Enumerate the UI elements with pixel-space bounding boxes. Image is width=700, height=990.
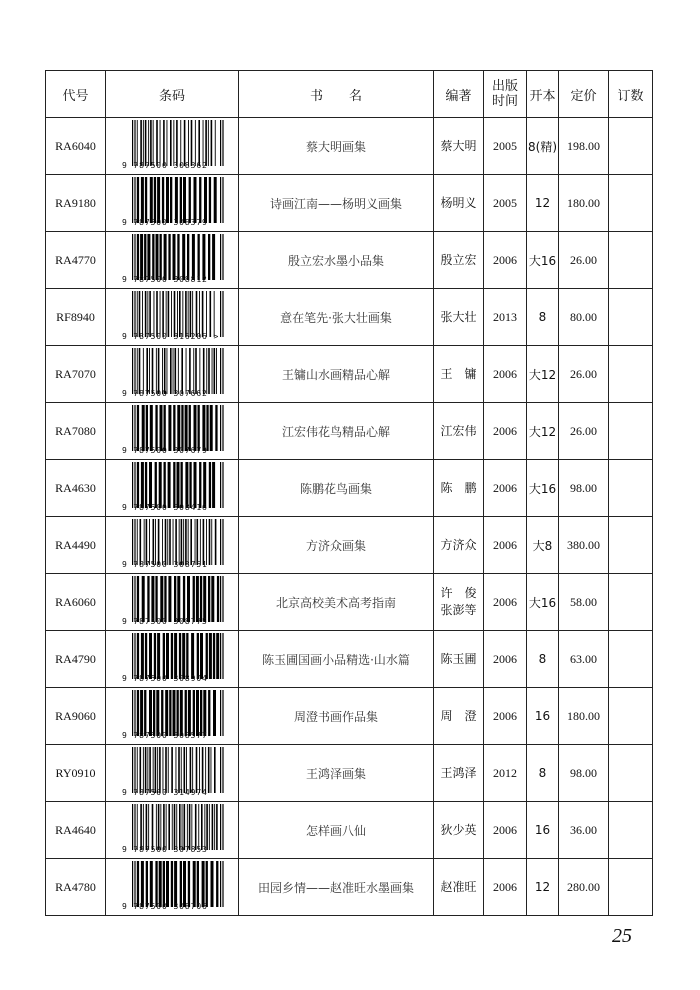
book-title: 陈鹏花鸟画集 <box>239 460 434 517</box>
book-format: 大12 <box>527 403 559 460</box>
book-price: 280.00 <box>559 859 609 916</box>
barcode-number: 9 787500 308379 <box>122 218 208 227</box>
table-row <box>46 403 653 460</box>
product-code: RA4770 <box>46 232 106 289</box>
book-title: 怎样画八仙 <box>239 802 434 859</box>
table-row <box>46 517 653 574</box>
table-row <box>46 688 653 745</box>
product-code: RY0910 <box>46 745 106 802</box>
publish-year: 2005 <box>484 175 527 232</box>
book-title: 意在笔先·张大壮画集 <box>239 289 434 346</box>
barcode-bars <box>132 519 224 565</box>
book-title: 殷立宏水墨小品集 <box>239 232 434 289</box>
book-title: 王镛山水画精品心解 <box>239 346 434 403</box>
header-title: 书 名 <box>239 71 434 118</box>
book-price: 63.00 <box>559 631 609 688</box>
order-quantity <box>609 802 653 859</box>
book-price: 26.00 <box>559 232 609 289</box>
order-quantity <box>609 460 653 517</box>
book-price: 26.00 <box>559 346 609 403</box>
book-format: 12 <box>527 859 559 916</box>
book-price: 80.00 <box>559 289 609 346</box>
barcode-number: 9 787500 316206 > <box>122 332 220 341</box>
publish-year: 2013 <box>484 289 527 346</box>
book-format: 大16 <box>527 574 559 631</box>
header-author: 编著 <box>434 71 484 118</box>
barcode-number: 9 787500 308812 <box>122 275 208 284</box>
publish-year: 2005 <box>484 118 527 175</box>
barcode-number: 9 787500 308362 <box>122 161 208 170</box>
book-title: 北京高校美术高考指南 <box>239 574 434 631</box>
table-header-row <box>46 71 653 118</box>
table-row <box>46 631 653 688</box>
barcode-image <box>122 861 222 911</box>
book-format: 8(精) <box>527 118 559 175</box>
publish-year: 2012 <box>484 745 527 802</box>
barcode-number: 9 787500 307662 <box>122 389 208 398</box>
header-order: 订数 <box>609 71 653 118</box>
book-price: 380.00 <box>559 517 609 574</box>
book-format: 16 <box>527 688 559 745</box>
barcode-number: 9 787500 307679 <box>122 446 208 455</box>
book-author: 蔡大明 <box>434 118 484 175</box>
book-author: 赵准旺 <box>434 859 484 916</box>
barcode-bars <box>132 120 224 166</box>
book-author: 周 澄 <box>434 688 484 745</box>
barcode-image <box>122 120 222 170</box>
order-quantity <box>609 631 653 688</box>
barcode-cell <box>106 802 239 859</box>
table-row <box>46 745 653 802</box>
publish-year: 2006 <box>484 802 527 859</box>
book-title: 江宏伟花鸟精品心解 <box>239 403 434 460</box>
product-code: RA4640 <box>46 802 106 859</box>
barcode-image <box>122 804 222 854</box>
book-title: 王鸿泽画集 <box>239 745 434 802</box>
barcode-image <box>122 348 222 398</box>
order-quantity <box>609 403 653 460</box>
barcode-number: 9 787500 308775 <box>122 617 208 626</box>
barcode-image <box>122 462 222 512</box>
order-quantity <box>609 289 653 346</box>
barcode-image <box>122 519 222 569</box>
barcode-bars <box>132 234 224 280</box>
header-publish-time <box>484 71 527 118</box>
book-title: 田园乡情——赵准旺水墨画集 <box>239 859 434 916</box>
barcode-number: 9 787500 308751 <box>122 560 208 569</box>
barcode-image <box>122 291 222 341</box>
barcode-bars <box>132 576 224 622</box>
barcode-number: 9 787500 308706 <box>122 902 208 911</box>
book-author: 陈 鹏 <box>434 460 484 517</box>
barcode-bars <box>132 177 224 223</box>
book-format: 大16 <box>527 232 559 289</box>
book-catalog-table <box>45 70 653 916</box>
product-code: RA7080 <box>46 403 106 460</box>
table-row <box>46 289 653 346</box>
header-barcode: 条码 <box>106 71 239 118</box>
order-quantity <box>609 688 653 745</box>
book-author: 方济众 <box>434 517 484 574</box>
table-row <box>46 232 653 289</box>
order-quantity <box>609 517 653 574</box>
product-code: RA6060 <box>46 574 106 631</box>
book-price: 36.00 <box>559 802 609 859</box>
book-author: 殷立宏 <box>434 232 484 289</box>
book-format: 大16 <box>527 460 559 517</box>
book-price: 98.00 <box>559 460 609 517</box>
book-title: 方济众画集 <box>239 517 434 574</box>
product-code: RA9060 <box>46 688 106 745</box>
book-author: 王鸿泽 <box>434 745 484 802</box>
barcode-number: 9 787500 308416 <box>122 503 208 512</box>
book-price: 26.00 <box>559 403 609 460</box>
book-format: 8 <box>527 631 559 688</box>
order-quantity <box>609 574 653 631</box>
book-format: 8 <box>527 289 559 346</box>
product-code: RA4780 <box>46 859 106 916</box>
book-format: 大8 <box>527 517 559 574</box>
barcode-cell <box>106 688 239 745</box>
table-row <box>46 175 653 232</box>
book-format: 大12 <box>527 346 559 403</box>
barcode-bars <box>132 348 224 394</box>
book-author: 陈玉圃 <box>434 631 484 688</box>
product-code: RA4490 <box>46 517 106 574</box>
barcode-number: 9 787500 308577 <box>122 731 208 740</box>
table-row <box>46 802 653 859</box>
order-quantity <box>609 175 653 232</box>
barcode-bars <box>132 861 224 907</box>
barcode-number: 9 787500 307853 <box>122 845 208 854</box>
barcode-cell <box>106 118 239 175</box>
publish-year: 2006 <box>484 688 527 745</box>
barcode-image <box>122 234 222 284</box>
product-code: RA9180 <box>46 175 106 232</box>
publish-year: 2006 <box>484 232 527 289</box>
header-format: 开本 <box>527 71 559 118</box>
barcode-cell <box>106 346 239 403</box>
order-quantity <box>609 745 653 802</box>
barcode-image <box>122 690 222 740</box>
barcode-cell <box>106 745 239 802</box>
publish-year: 2006 <box>484 859 527 916</box>
barcode-cell <box>106 289 239 346</box>
book-title: 诗画江南——杨明义画集 <box>239 175 434 232</box>
barcode-image <box>122 405 222 455</box>
book-format: 16 <box>527 802 559 859</box>
book-price: 180.00 <box>559 688 609 745</box>
barcode-cell <box>106 460 239 517</box>
barcode-cell <box>106 574 239 631</box>
book-price: 198.00 <box>559 118 609 175</box>
barcode-image <box>122 633 222 683</box>
table-row <box>46 118 653 175</box>
barcode-cell <box>106 232 239 289</box>
order-quantity <box>609 859 653 916</box>
product-code: RA4790 <box>46 631 106 688</box>
header-price: 定价 <box>559 71 609 118</box>
order-quantity <box>609 232 653 289</box>
order-quantity <box>609 346 653 403</box>
book-title: 蔡大明画集 <box>239 118 434 175</box>
book-format: 12 <box>527 175 559 232</box>
publish-year: 2006 <box>484 403 527 460</box>
barcode-image <box>122 576 222 626</box>
barcode-cell <box>106 631 239 688</box>
book-author: 张大壮 <box>434 289 484 346</box>
header-code: 代号 <box>46 71 106 118</box>
barcode-cell <box>106 175 239 232</box>
book-price: 98.00 <box>559 745 609 802</box>
barcode-number: 9 787500 308904 <box>122 674 208 683</box>
header-publish-time-text: 出版时间 <box>491 79 518 109</box>
table-row <box>46 574 653 631</box>
table-row <box>46 460 653 517</box>
barcode-bars <box>132 804 224 850</box>
publish-year: 2006 <box>484 574 527 631</box>
barcode-bars <box>132 690 224 736</box>
order-quantity <box>609 118 653 175</box>
barcode-bars <box>132 747 224 793</box>
barcode-bars <box>132 291 224 337</box>
page-number: 25 <box>612 925 632 947</box>
book-title: 周澄书画作品集 <box>239 688 434 745</box>
book-author: 狄少英 <box>434 802 484 859</box>
barcode-bars <box>132 462 224 508</box>
barcode-cell <box>106 859 239 916</box>
product-code: RA6040 <box>46 118 106 175</box>
book-author: 许 俊 张澎等 <box>434 574 484 631</box>
book-author: 杨明义 <box>434 175 484 232</box>
book-author: 江宏伟 <box>434 403 484 460</box>
publish-year: 2006 <box>484 460 527 517</box>
product-code: RF8940 <box>46 289 106 346</box>
book-author: 王 镛 <box>434 346 484 403</box>
table-row <box>46 346 653 403</box>
barcode-number: 9 787500 314974 <box>122 788 208 797</box>
barcode-image <box>122 177 222 227</box>
book-format: 8 <box>527 745 559 802</box>
barcode-cell <box>106 403 239 460</box>
publish-year: 2006 <box>484 631 527 688</box>
barcode-image <box>122 747 222 797</box>
publish-year: 2006 <box>484 517 527 574</box>
table-row <box>46 859 653 916</box>
product-code: RA4630 <box>46 460 106 517</box>
barcode-cell <box>106 517 239 574</box>
barcode-bars <box>132 405 224 451</box>
book-title: 陈玉圃国画小品精选·山水篇 <box>239 631 434 688</box>
barcode-bars <box>132 633 224 679</box>
book-price: 180.00 <box>559 175 609 232</box>
publish-year: 2006 <box>484 346 527 403</box>
product-code: RA7070 <box>46 346 106 403</box>
book-price: 58.00 <box>559 574 609 631</box>
